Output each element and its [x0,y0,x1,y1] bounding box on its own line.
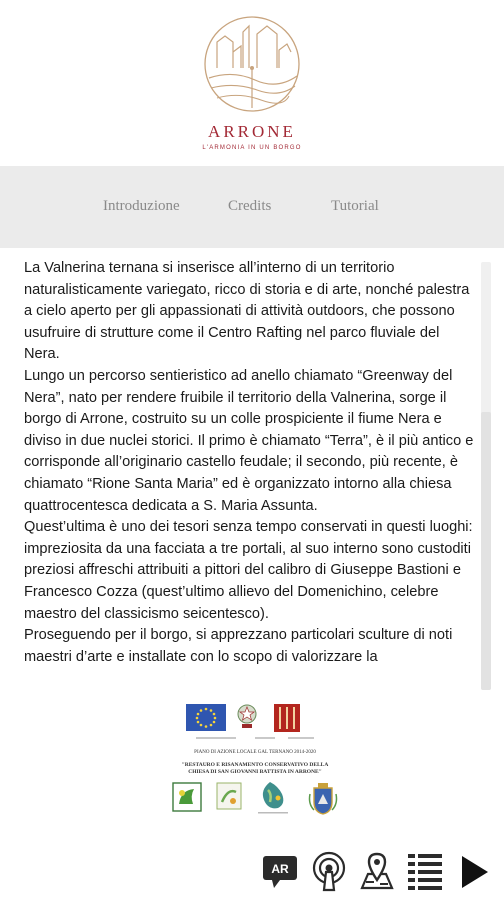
paragraph: La Valnerina ternana si inserisce all’interno di un territorio naturalisticamente variegato, ricco di storia e di arte, nonché palestra a cielo aperto per gli appassionati di attività outdoors, che possono usufruire di strutture come il Centro Rafting nel parco fluviale del Nera. [24,260,470,363]
paragraph: Quest’ultima è uno dei tesori senza tempo conservati in questi luoghi: impreziosita da una facciata a tre portali, al suo interno sono custoditi preziosi affreschi attribuiti a pittori del calibro di Giuseppe Bastioni e Francesco Cozza (quest’ultimo allievo del Domenichino, celebre maestro del classicismo seicentesco). [24,519,473,622]
text-scrollbar[interactable] [481,262,491,690]
nav-tabs [0,166,504,248]
scrollbar-thumb[interactable] [481,412,491,690]
regione-umbria-emblem-icon [274,704,300,732]
list-button[interactable] [406,848,444,892]
ar-label: AR [271,862,289,876]
tab-introduzione[interactable]: Introduzione [103,198,180,214]
arrone-logo-icon [203,12,301,116]
eu-flag-icon [186,704,226,731]
psr-logo-icon [216,782,242,812]
gal-ternano-logo-icon [256,780,290,816]
play-icon [458,848,490,892]
brand-tagline: L'ARMONIA IN UN BORGO [202,145,302,151]
play-button[interactable] [458,848,490,892]
paragraph: Proseguendo per il borgo, si apprezzano particolari sculture di noti maestri d’arte e installate con lo scopo di valorizzare la [24,627,453,665]
italian-republic-emblem-icon [236,702,258,732]
tab-tutorial[interactable]: Tutorial [331,198,379,214]
comune-arrone-emblem-icon [306,780,340,816]
bottom-toolbar [0,844,504,900]
brand-title: ARRONE [208,122,296,141]
project-caption-line1: "RESTAURO E RISANAMENTO CONSERVATIVO DELLA [181,762,329,768]
tab-credits[interactable]: Credits [228,198,272,214]
sponsor-logos [150,700,360,835]
podcast-icon [310,848,348,892]
plan-caption: PIANO DI AZIONE LOCALE GAL TERNANO 2014-2020 [194,750,316,755]
paragraph: Lungo un percorso sentieristico ad anello chiamato “Greenway del Nera”, nato per rendere fruibile il territorio della Valnerina, sorge il borgo di Arrone, costruito su un colle prospiciente il fiume Nera e diviso in due nuclei storici. Il primo è chiamato “Terra”, è il più antico e corrisponde all’originario castello feudale; il secondo, più recente, è chiamato “Rione Santa Maria” ed è organizzato intorno alla chiesa quattrocentesca dedicata a S. Maria Assunta. [24,367,474,514]
map-button[interactable] [358,848,396,892]
ar-button[interactable] [262,848,298,892]
map-marker-icon [358,848,396,892]
audio-broadcast-button[interactable] [310,848,348,892]
app-header [0,0,504,166]
project-caption-line2: CHIESA DI SAN GIOVANNI BATTISTA IN ARRONE" [188,769,322,775]
intro-text-panel [24,258,476,690]
list-icon [406,848,444,892]
leader-logo-icon [172,782,202,814]
